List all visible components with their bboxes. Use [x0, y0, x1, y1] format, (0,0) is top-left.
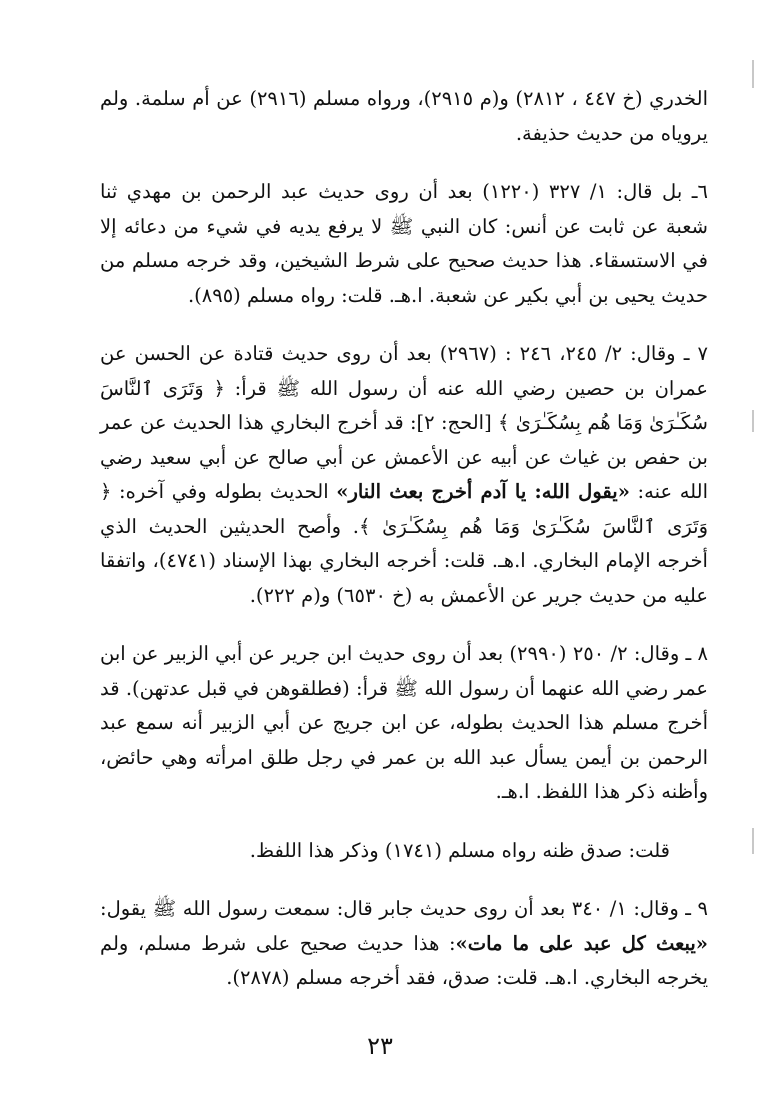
paragraph-1: الخدري (خ ٤٤٧ ، ٢٨١٢) و(م ٢٩١٥)، ورواه مسلم (٢٩١٦) عن أم سلمة. ولم يروياه من حديث حذيفة. — [100, 87, 708, 145]
hadith-quote-bold: «يقول الله: يا آدم أخرج بعث النار» — [336, 480, 630, 503]
paragraph-9-part-a: ٩ ـ وقال: ١/ ٣٤٠ بعد أن روى حديث جابر قال: سمعت رسول الله ﷺ يقول: — [100, 897, 708, 920]
edge-mark-mid — [752, 410, 754, 432]
hadith-quote-bold-2: «يبعث كل عبد على ما مات» — [455, 931, 708, 955]
paragraph-note: قلت: صدق ظنه رواه مسلم (١٧٤١) وذكر هذا اللفظ. — [249, 838, 670, 862]
paragraph-9-part-c: : هذا حديث صحيح على شرط مسلم، ولم يخرجه البخاري. ا.هـ. قلت: صدق، فقد أخرجه مسلم (٢٨٧٨). — [100, 931, 708, 989]
paragraph-7-part-a: ٧ ـ وقال: ٢/ ٢٤٥، ٢٤٦ : (٢٩٦٧) بعد أن روى حديث قتادة عن الحسن عن عمران بن حصين رضي الله عنه أن رسول الله ﷺ قرأ: ﴿ وَتَرَى ٱلنَّاسَ سُكَـٰرَىٰ وَمَا هُم بِسُكَـٰرَىٰ ﴾ [الحج: ٢]: قد أخرج البخاري هذا الحديث عن عمر بن حفص بن غياث عن أبيه عن الأعمش عن أبي صالح عن أبي سعيد رضي الله عنه: — [100, 342, 708, 503]
edge-mark-top — [752, 60, 754, 88]
paragraph-9 — [100, 892, 708, 996]
paragraph-6: ٦ـ بل قال: ١/ ٣٢٧ (١٢٢٠) بعد أن روى حديث عبد الرحمن بن مهدي ثنا شعبة عن ثابت عن أنس: كان النبي ﷺ لا يرفع يديه في شيء من دعائه إلا في الاستسقاء. هذا حديث صحيح على شرط الشيخين، وقد خرجه مسلم من حديث يحيى بن أبي بكير عن شعبة. ا.هـ. قلت: رواه مسلم (٨٩٥). — [100, 180, 708, 307]
edge-mark-lower — [752, 828, 754, 854]
paragraph-8: ٨ ـ وقال: ٢/ ٢٥٠ (٢٩٩٠) بعد أن روى حديث ابن جرير عن أبي الزبير عن ابن عمر رضي الله عنهما أن رسول الله ﷺ قرأ: (فطلقوهن في قبل عدتهن). قد أخرج مسلم هذا الحديث بطوله، عن ابن جريج عن أبي الزبير أنه سمع عبد الرحمن بن أيمن يسأل عبد الله بن عمر في رجل طلق امرأته وهي حائض، وأظنه ذكر هذا اللفظ. ا.هـ. — [100, 642, 708, 803]
paragraph-7 — [100, 337, 708, 613]
page-number: ٢٣ — [367, 1032, 393, 1060]
page-body — [100, 82, 708, 996]
paragraph-7-part-c: الحديث بطوله وفي آخره: ﴿ وَتَرَى ٱلنَّاسَ سُكَـٰرَىٰ وَمَا هُم بِسُكَـٰرَىٰ ﴾. وأصح الحديثين الحديث الذي أخرجه الإمام البخاري. ا.هـ. قلت: أخرجه البخاري بهذا الإسناد (٤٧٤١)، واتفقا عليه من حديث جرير عن الأعمش به (خ ٦٥٣٠) و(م ٢٢٢). — [100, 480, 708, 607]
